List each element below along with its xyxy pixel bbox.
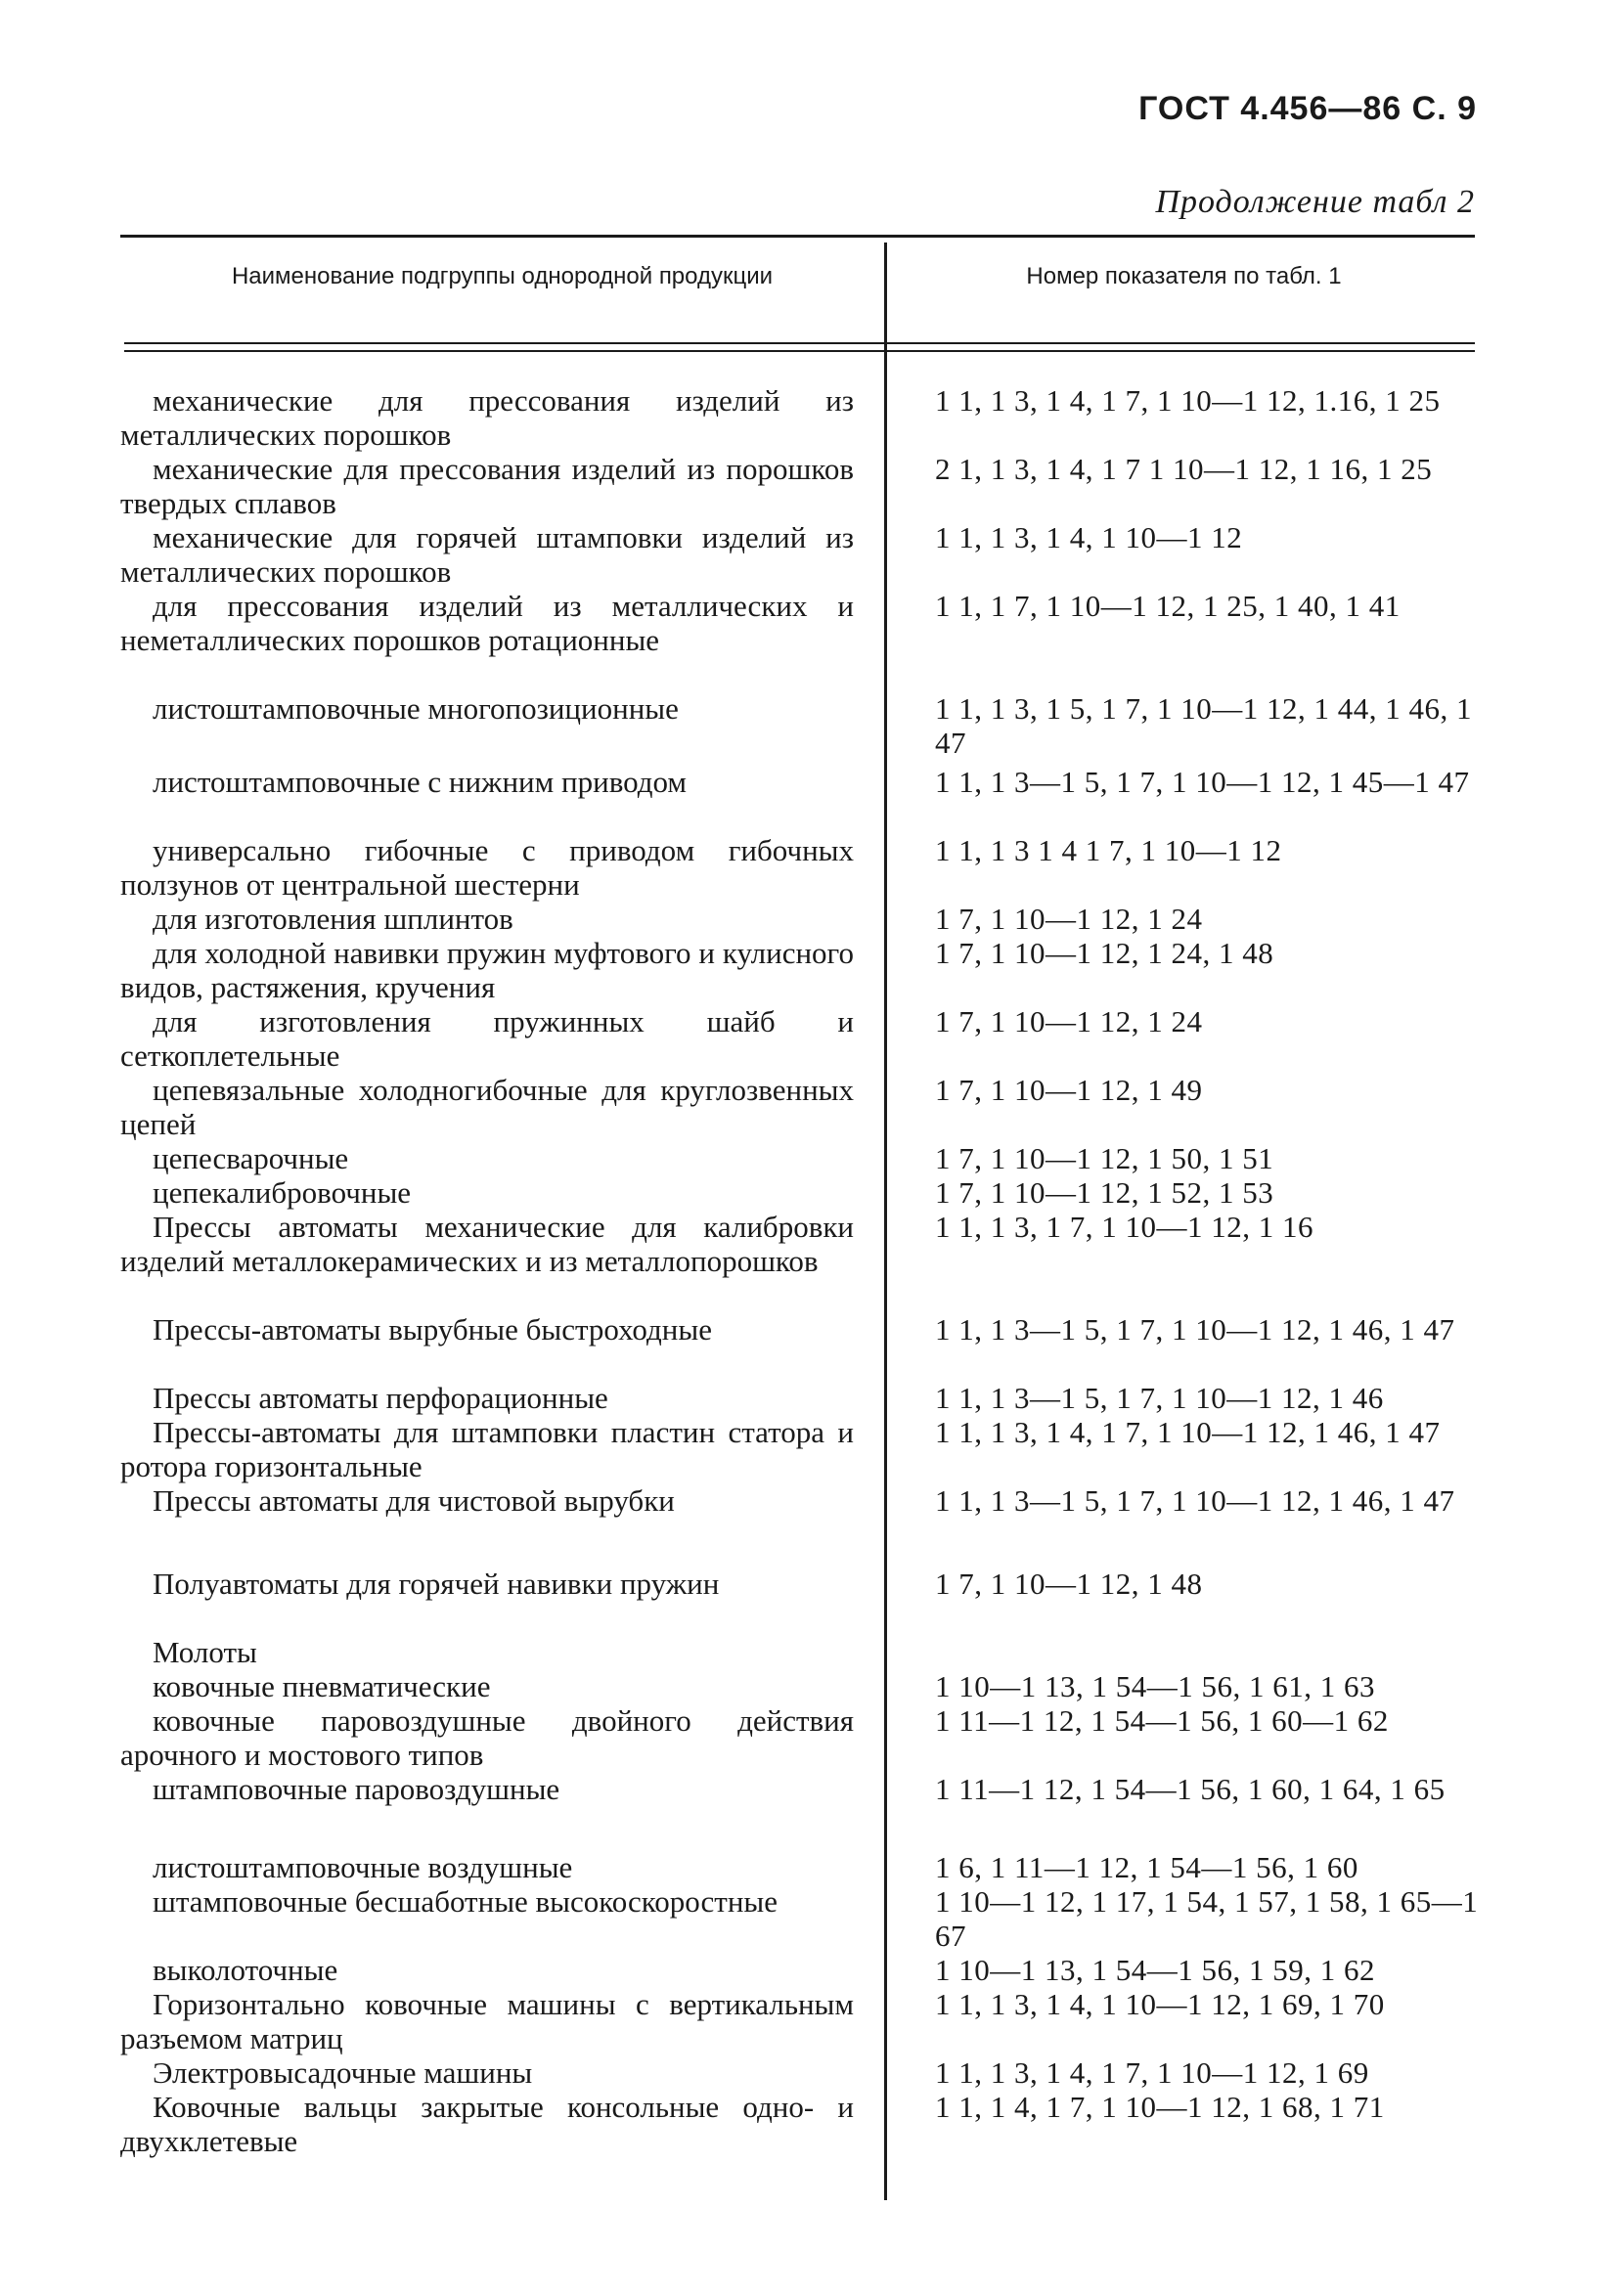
product-name: штамповочные паровоздушные [153, 1772, 560, 1806]
indicator-numbers: 1 1, 1 4, 1 7, 1 10—1 12, 1 68, 1 71 [935, 2090, 1385, 2124]
indicator-numbers: 1 1, 1 3, 1 4, 1 10—1 12, 1 69, 1 70 [935, 1987, 1385, 2021]
indicator-numbers: 1 10—1 12, 1 17, 1 54, 1 57, 1 58, 1 65—1 67 [935, 1884, 1479, 1953]
product-name: ковочные пневматические [153, 1669, 491, 1703]
product-name: цепесварочные [153, 1141, 349, 1175]
product-name: универсально гибочные с приводом гибочных ползунов от центральной шестерни [120, 833, 854, 902]
indicator-numbers: 1 7, 1 10—1 12, 1 49 [935, 1073, 1203, 1107]
indicator-numbers: 1 1, 1 7, 1 10—1 12, 1 25, 1 40, 1 41 [935, 589, 1401, 623]
product-name: для изготовления пружинных шайб и сеткоплетельные [120, 1004, 854, 1073]
indicator-numbers: 1 7, 1 10—1 12, 1 24 [935, 902, 1203, 936]
header-rule-1 [124, 342, 1475, 344]
product-name: Прессы-автоматы для штамповки пластин статора и ротора горизонтальные [120, 1415, 854, 1483]
product-name: для изготовления шплинтов [153, 902, 513, 936]
table-continuation-label: Продолжение табл 2 [1155, 184, 1475, 220]
product-name: листоштамповочные с нижним приводом [153, 765, 688, 799]
product-name: механические для прессования изделий из металлических порошков [120, 383, 854, 452]
product-name: ковочные паровоздушные двойного действия арочного и мостового типов [120, 1703, 854, 1772]
indicator-numbers: 1 7, 1 10—1 12, 1 24, 1 48 [935, 936, 1274, 970]
product-group-heading: Молоты [153, 1635, 257, 1669]
indicator-numbers: 1 1, 1 3—1 5, 1 7, 1 10—1 12, 1 46 [935, 1381, 1384, 1415]
product-name: листоштамповочные многопозиционные [153, 691, 679, 726]
product-name: Ковочные вальцы закрытые консольные одно- и двухклетевые [120, 2090, 854, 2158]
indicator-numbers: 1 10—1 13, 1 54—1 56, 1 59, 1 62 [935, 1953, 1375, 1987]
indicator-numbers: 1 7, 1 10—1 12, 1 24 [935, 1004, 1203, 1038]
indicator-numbers: 1 1, 1 3 1 4 1 7, 1 10—1 12 [935, 833, 1282, 867]
indicator-numbers: 1 1, 1 3—1 5, 1 7, 1 10—1 12, 1 46, 1 47 [935, 1312, 1455, 1347]
indicator-numbers: 1 1, 1 3—1 5, 1 7, 1 10—1 12, 1 46, 1 47 [935, 1483, 1455, 1518]
indicator-numbers: 1 1, 1 3, 1 4, 1 7, 1 10—1 12, 1.16, 1 25 [935, 383, 1441, 418]
indicator-numbers: 1 1, 1 3, 1 5, 1 7, 1 10—1 12, 1 44, 1 46, 1 47 [935, 691, 1472, 760]
product-name: Прессы автоматы механические для калибровки изделий металлокерамических и из металлопорошков [120, 1210, 854, 1278]
product-name: для прессования изделий из металлических и неметаллических порошков ротационные [120, 589, 854, 657]
product-name: штамповочные бесшаботные высокоскоростные [153, 1884, 779, 1919]
column-header-indicator-number: Номер показателя по табл. 1 [1026, 263, 1342, 289]
product-name: для холодной навивки пружин муфтового и кулисного видов, растяжения, кручения [120, 936, 854, 1004]
product-name: Электровысадочные машины [153, 2055, 533, 2090]
product-name: Горизонтально ковочные машины с вертикальным разъемом матриц [120, 1987, 854, 2055]
indicator-numbers: 1 6, 1 11—1 12, 1 54—1 56, 1 60 [935, 1850, 1358, 1884]
indicator-numbers: 1 11—1 12, 1 54—1 56, 1 60—1 62 [935, 1703, 1389, 1738]
indicator-numbers: 1 1, 1 3, 1 7, 1 10—1 12, 1 16 [935, 1210, 1313, 1244]
indicator-numbers: 1 10—1 13, 1 54—1 56, 1 61, 1 63 [935, 1669, 1375, 1703]
product-name: механические для горячей штамповки изделий из металлических порошков [120, 520, 854, 589]
indicator-numbers: 1 7, 1 10—1 12, 1 48 [935, 1567, 1203, 1601]
indicator-table [120, 235, 1479, 2220]
indicator-numbers: 1 1, 1 3—1 5, 1 7, 1 10—1 12, 1 45—1 47 [935, 765, 1470, 799]
indicator-numbers: 1 1, 1 3, 1 4, 1 7, 1 10—1 12, 1 69 [935, 2055, 1369, 2090]
indicator-numbers: 1 11—1 12, 1 54—1 56, 1 60, 1 64, 1 65 [935, 1772, 1446, 1806]
indicator-numbers: 1 1, 1 3, 1 4, 1 10—1 12 [935, 520, 1243, 554]
header-rule-2 [124, 350, 1475, 352]
table-top-rule [120, 235, 1475, 238]
indicator-numbers: 1 7, 1 10—1 12, 1 52, 1 53 [935, 1175, 1274, 1210]
product-name: Полуавтоматы для горячей навивки пружин [153, 1567, 720, 1601]
indicator-numbers: 2 1, 1 3, 1 4, 1 7 1 10—1 12, 1 16, 1 25 [935, 452, 1433, 486]
indicator-numbers: 1 7, 1 10—1 12, 1 50, 1 51 [935, 1141, 1274, 1175]
page-header: ГОСТ 4.456—86 С. 9 [1138, 90, 1477, 127]
column-divider [884, 243, 887, 2200]
product-name: механические для прессования изделий из порошков твердых сплавов [120, 452, 854, 520]
product-name: цепевязальные холодногибочные для круглозвенных цепей [120, 1073, 854, 1141]
indicator-numbers: 1 1, 1 3, 1 4, 1 7, 1 10—1 12, 1 46, 1 47 [935, 1415, 1441, 1449]
product-name: листоштамповочные воздушные [153, 1850, 573, 1884]
product-name: Прессы-автоматы вырубные быстроходные [153, 1312, 712, 1347]
product-name: цепекалибровочные [153, 1175, 412, 1210]
product-name: выколоточные [153, 1953, 338, 1987]
column-header-product-subgroup: Наименование подгруппы однородной продукции [231, 263, 774, 289]
product-name: Прессы автоматы перфорационные [153, 1381, 608, 1415]
product-name: Прессы автоматы для чистовой вырубки [153, 1483, 675, 1518]
